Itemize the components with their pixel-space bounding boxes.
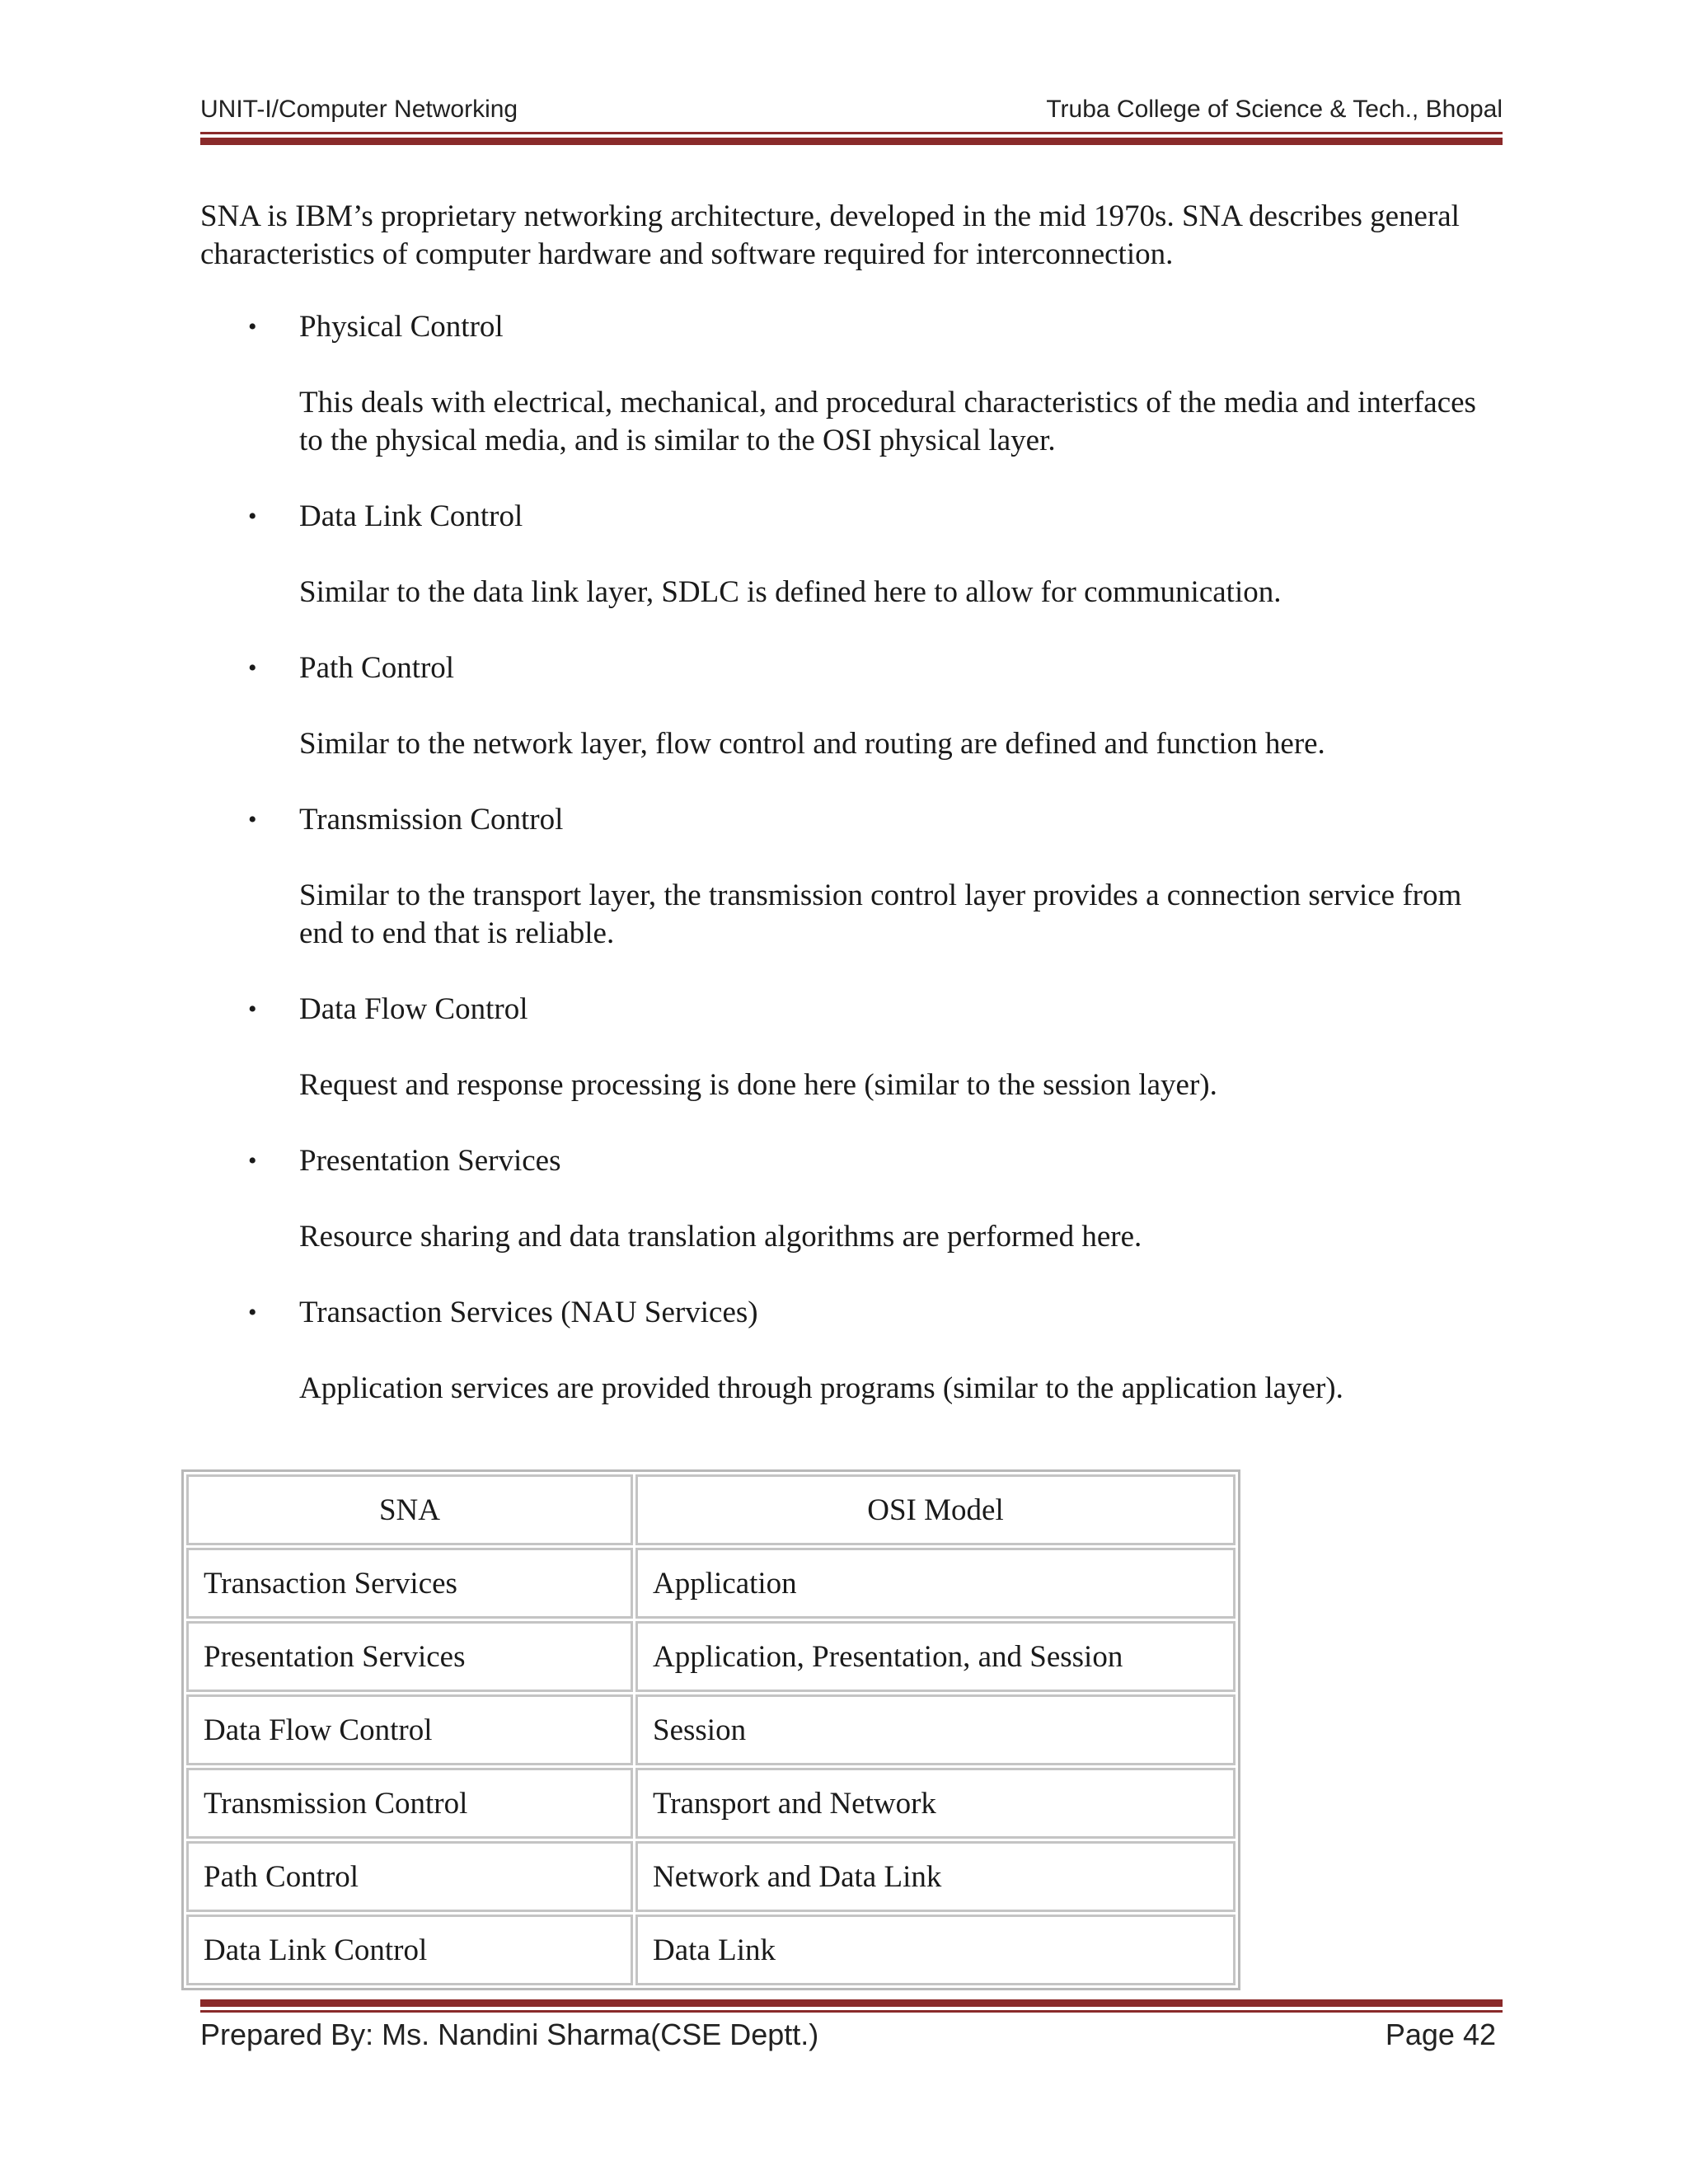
page-content <box>200 198 1490 1446</box>
table-cell: Application, Presentation, and Session <box>635 1621 1236 1692</box>
list-item-description: Similar to the transport layer, the transmission control layer provides a connection service from end to end that is reliable. <box>299 879 1462 950</box>
list-item-description: This deals with electrical, mechanical, and procedural characteristics of the media and interfaces to the physical media, and is similar to the OSI physical layer. <box>299 386 1476 457</box>
list-item <box>200 498 1490 612</box>
table-row <box>186 1768 1236 1839</box>
header-college-name: Truba College of Science & Tech., Bhopal <box>1046 96 1503 123</box>
table-cell: Transaction Services <box>186 1548 633 1619</box>
bullet-icon: • <box>248 806 257 833</box>
table-row <box>186 1621 1236 1692</box>
table-cell: Data Link Control <box>186 1915 633 1985</box>
list-item-title: Data Link Control <box>299 499 523 533</box>
table-row <box>186 1694 1236 1765</box>
footer-author: Prepared By: Ms. Nandini Sharma(CSE Deptt.) <box>200 2018 819 2051</box>
list-item <box>200 801 1490 953</box>
list-item-description: Application services are provided through programs (similar to the application layer). <box>299 1371 1343 1405</box>
bullet-icon: • <box>248 996 257 1023</box>
bullet-icon: • <box>248 1299 257 1326</box>
table-cell: Presentation Services <box>186 1621 633 1692</box>
list-item <box>200 308 1490 460</box>
table-header-cell: SNA <box>186 1474 633 1545</box>
table-cell: Data Flow Control <box>186 1694 633 1765</box>
intro-paragraph: SNA is IBM’s proprietary networking architecture, developed in the mid 1970s. SNA describes general characteristics of computer hardware and software required for interconnection. <box>200 199 1460 271</box>
bullet-icon: • <box>248 1147 257 1174</box>
table-cell: Application <box>635 1548 1236 1619</box>
footer-divider <box>200 1999 1503 2013</box>
table-cell: Data Link <box>635 1915 1236 1985</box>
list-item-description: Request and response processing is done here (similar to the session layer). <box>299 1068 1217 1102</box>
list-item-description: Resource sharing and data translation algorithms are performed here. <box>299 1220 1142 1254</box>
table-cell: Path Control <box>186 1841 633 1912</box>
list-item <box>200 991 1490 1104</box>
table-header-row <box>186 1474 1236 1545</box>
list-item-description: Similar to the network layer, flow control and routing are defined and function here. <box>299 727 1325 761</box>
bullet-icon: • <box>248 503 257 530</box>
sna-osi-table <box>181 1469 1240 1990</box>
list-item <box>200 1294 1490 1408</box>
header-unit-title: UNIT-I/Computer Networking <box>200 96 518 123</box>
list-item-description: Similar to the data link layer, SDLC is defined here to allow for communication. <box>299 575 1282 609</box>
table-cell: Session <box>635 1694 1236 1765</box>
table-cell: Transmission Control <box>186 1768 633 1839</box>
page-number: Page 42 <box>1385 2018 1496 2051</box>
header-divider <box>200 132 1503 145</box>
table-row <box>186 1548 1236 1619</box>
list-item-title: Transmission Control <box>299 803 564 837</box>
list-item <box>200 649 1490 763</box>
table-cell: Network and Data Link <box>635 1841 1236 1912</box>
list-item <box>200 1142 1490 1256</box>
bullet-icon: • <box>248 654 257 682</box>
list-item-title: Transaction Services (NAU Services) <box>299 1296 758 1329</box>
table-cell: Transport and Network <box>635 1768 1236 1839</box>
bullet-icon: • <box>248 313 257 340</box>
list-item-title: Path Control <box>299 651 455 685</box>
list-item-title: Data Flow Control <box>299 992 528 1026</box>
table-row <box>186 1841 1236 1912</box>
table-row <box>186 1915 1236 1985</box>
layer-list <box>200 308 1490 1408</box>
table-header-cell: OSI Model <box>635 1474 1236 1545</box>
list-item-title: Physical Control <box>299 310 504 344</box>
list-item-title: Presentation Services <box>299 1144 561 1178</box>
